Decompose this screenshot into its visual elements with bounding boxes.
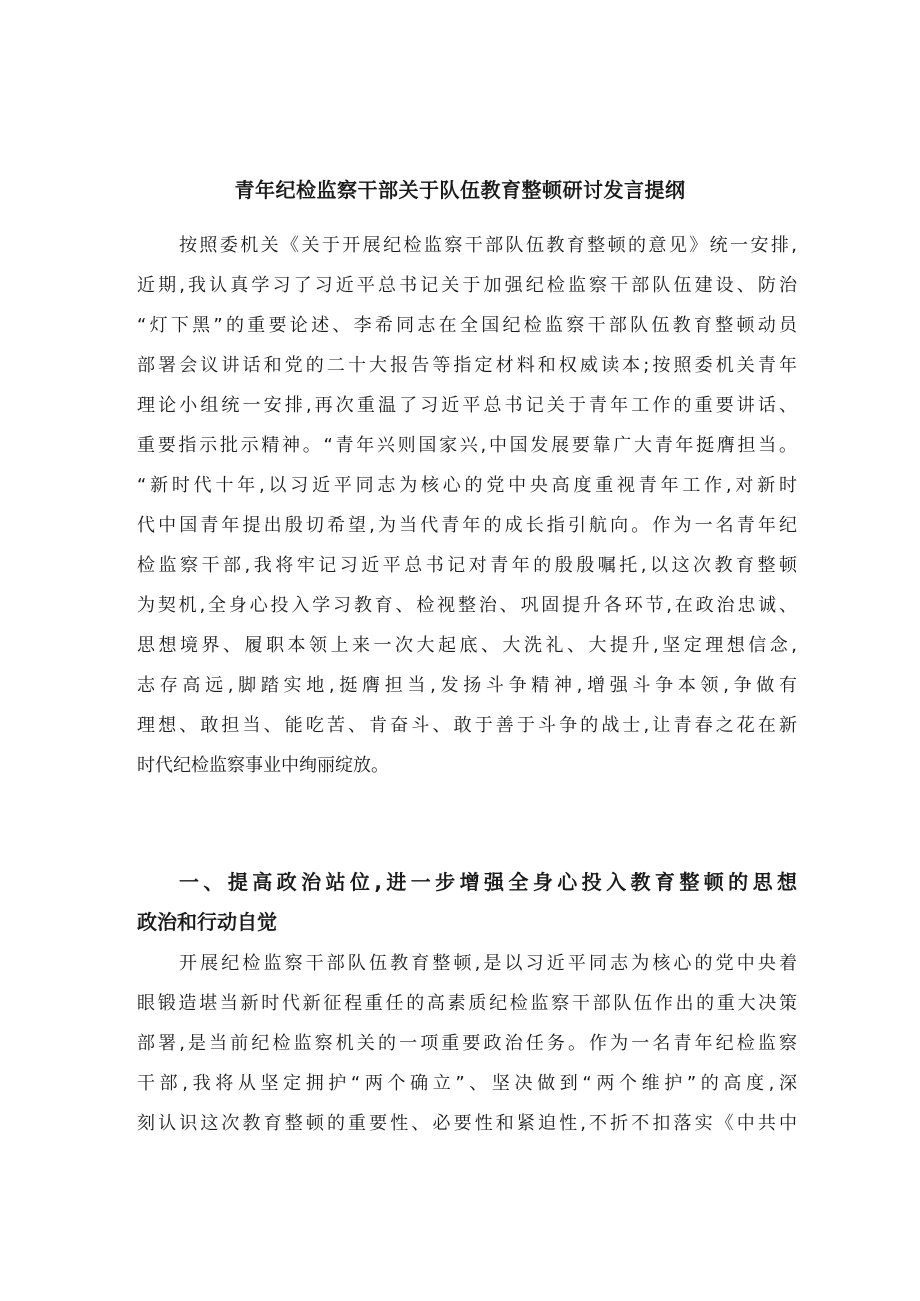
paragraph-line: 按照委机关《关于开展纪检监察干部队伍教育整顿的意见》统一安排,	[179, 235, 797, 256]
paragraph-line: 干部,我将从坚定拥护“两个确立”、坚决做到“两个维护”的高度,深	[137, 1073, 797, 1094]
intro-paragraph	[137, 226, 797, 786]
section-heading	[137, 862, 797, 942]
paragraph-line: 理论小组统一安排,再次重温了习近平总书记关于青年工作的重要讲话、	[137, 395, 797, 416]
paragraph-line: 近期,我认真学习了习近平总书记关于加强纪检监察干部队伍建设、防治	[137, 275, 797, 296]
paragraph-line: 志存高远,脚踏实地,挺膺担当,发扬斗争精神,增强斗争本领,争做有	[137, 675, 797, 696]
paragraph-line: 为契机,全身心投入学习教育、检视整治、巩固提升各环节,在政治忠诚、	[137, 595, 797, 616]
paragraph-line: 刻认识这次教育整顿的重要性、必要性和紧迫性,不折不扣落实《中共中	[137, 1113, 797, 1134]
paragraph-line: 理想、敢担当、能吃苦、肯奋斗、敢于善于斗争的战士,让青春之花在新	[137, 715, 797, 736]
heading-line: 政治和行动自觉	[137, 910, 277, 934]
paragraph-line: 眼锻造堪当新时代新征程重任的高素质纪检监察干部队伍作出的重大决策	[137, 993, 797, 1014]
paragraph-line: 重要指示批示精神。“青年兴则国家兴,中国发展要靠广大青年挺膺担当。	[137, 435, 797, 456]
paragraph-line: 部署,是当前纪检监察机关的一项重要政治任务。作为一名青年纪检监察	[137, 1033, 797, 1054]
paragraph-line: 部署会议讲话和党的二十大报告等指定材料和权威读本;按照委机关青年	[137, 355, 797, 376]
paragraph-line: 开展纪检监察干部队伍教育整顿,是以习近平同志为核心的党中央着	[179, 953, 797, 974]
paragraph-line: “新时代十年,以习近平同志为核心的党中央高度重视青年工作,对新时	[137, 475, 797, 496]
paragraph-line: 代中国青年提出殷切希望,为当代青年的成长指引航向。作为一名青年纪	[137, 515, 797, 536]
document-title: 青年纪检监察干部关于队伍教育整顿研讨发言提纲	[234, 178, 686, 202]
paragraph-line: 时代纪检监察事业中绚丽绽放。	[137, 755, 389, 776]
paragraph-line: 思想境界、履职本领上来一次大起底、大洗礼、大提升,坚定理想信念,	[137, 635, 797, 656]
paragraph-line: “灯下黑”的重要论述、李希同志在全国纪检监察干部队伍教育整顿动员	[137, 315, 797, 336]
paragraph-line: 检监察干部,我将牢记习近平总书记对青年的殷殷嘱托,以这次教育整顿	[137, 555, 797, 576]
section-paragraph	[137, 944, 797, 1144]
heading-line: 一、提高政治站位,进一步增强全身心投入教育整顿的思想	[179, 870, 797, 894]
